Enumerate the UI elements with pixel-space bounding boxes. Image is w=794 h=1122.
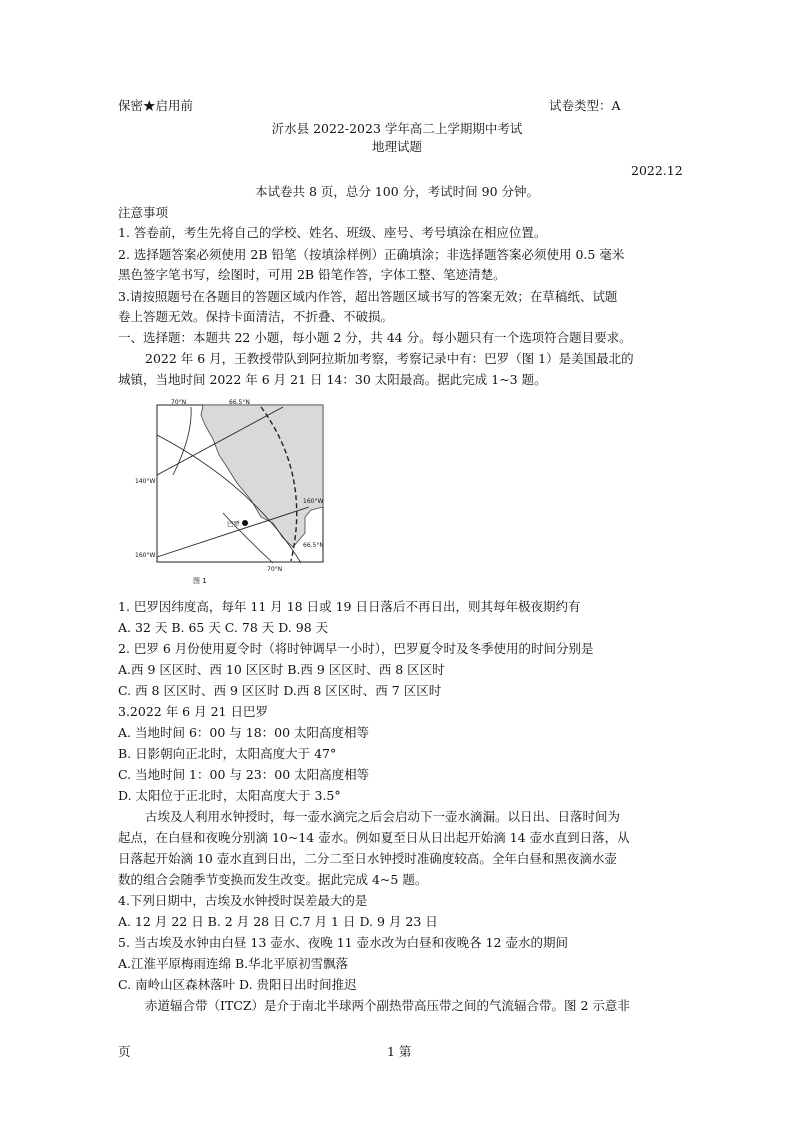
note-line: 1. 答卷前，考生先将自己的学校、姓名、班级、座号、考号填涂在相应位置。 <box>118 225 547 240</box>
figure-caption: 图 1 <box>193 577 207 585</box>
secret-label: 保密★启用前 <box>118 98 194 113</box>
question-line: C. 当地时间 1：00 与 23：00 太阳高度相等 <box>118 767 370 782</box>
figure-1-map <box>133 395 325 590</box>
notes-heading: 注意事项 <box>118 205 169 220</box>
map-label: 66.5°N <box>229 399 250 406</box>
map-label: 66.5°N <box>303 542 324 549</box>
map-label: 160°W <box>303 498 324 505</box>
note-line: 卷上答题无效。保持卡面清洁，不折叠、不破损。 <box>118 309 394 324</box>
map-label-city: 巴罗 <box>227 520 240 528</box>
question-line: A.西 9 区区时、西 10 区区时 B.西 9 区区时、西 8 区区时 <box>118 662 445 677</box>
footer-left: 页 <box>118 1044 131 1059</box>
intro-paragraph-line: 古埃及人利用水钟授时，每一壶水滴完之后会启动下一壶水滴漏。以日出、日落时间为 <box>145 809 621 824</box>
intro-paragraph-line: 赤道辐合带（ITCZ）是介于南北半球两个副热带高压带之间的气流辐合带。图 2 示意非 <box>145 998 630 1013</box>
question-line: 2. 巴罗 6 月份使用夏令时（将时钟调早一小时），巴罗夏令时及冬季使用的时间分别是 <box>118 641 594 656</box>
question-line: B. 日影朝向正北时，太阳高度大于 47° <box>118 746 337 761</box>
map-label: 140°W <box>135 478 156 485</box>
paper-type-label: 试卷类型：A <box>549 98 621 113</box>
section-heading: 一、选择题：本题共 22 小题，每小题 2 分，共 44 分。每小题只有一个选项符合题目要求。 <box>118 330 632 345</box>
exam-title: 沂水县 2022-2023 学年高二上学期期中考试 <box>271 121 523 136</box>
map-label: 70°N <box>267 566 283 573</box>
question-line: 4.下列日期中，古埃及水钟授时误差最大的是 <box>118 893 368 908</box>
map-label: 160°W <box>135 552 156 559</box>
intro-paragraph-line: 2022 年 6 月，王教授带队到阿拉斯加考察，考察记录中有：巴罗（图 1）是美国最北的 <box>145 351 634 366</box>
subject-title: 地理试题 <box>371 139 422 154</box>
question-line: C. 西 8 区区时、西 9 区区时 D.西 8 区区时、西 7 区区时 <box>118 683 442 698</box>
map-label: 70°N <box>171 399 187 406</box>
question-line: A. 当地时间 6：00 与 18：00 太阳高度相等 <box>118 725 370 740</box>
note-line: 黑色签字笔书写，绘图时，可用 2B 铅笔作答，字体工整、笔迹清楚。 <box>118 267 506 282</box>
note-line: 2. 选择题答案必须使用 2B 铅笔（按填涂样例）正确填涂；非选择题答案必须使用 0.5 毫米 <box>118 247 625 262</box>
question-line: A. 32 天 B. 65 天 C. 78 天 D. 98 天 <box>118 620 329 635</box>
question-line: A.江淮平原梅雨连绵 B.华北平原初雪飘落 <box>118 956 349 971</box>
question-line: 1. 巴罗因纬度高，每年 11 月 18 日或 19 日日落后不再日出，则其每年极夜期约有 <box>118 599 581 614</box>
intro-paragraph-line: 城镇，当地时间 2022 年 6 月 21 日 14：30 太阳最高。据此完成 1~3 题。 <box>118 372 547 387</box>
note-line: 3.请按照题号在各题目的答题区域内作答，超出答题区域书写的答案无效；在草稿纸、试题 <box>118 289 618 304</box>
question-line: 5. 当古埃及水钟由白昼 13 壶水、夜晚 11 壶水改为白昼和夜晚各 12 壶水的期间 <box>118 935 568 950</box>
question-line: D. 太阳位于正北时，太阳高度大于 3.5° <box>118 788 341 803</box>
question-line: A. 12 月 22 日 B. 2 月 28 日 C.7 月 1 日 D. 9 月 23 日 <box>118 914 438 929</box>
intro-paragraph-line: 起点，在白昼和夜晚分别滴 10~14 壶水。例如夏至日从日出起开始滴 14 壶水直到日落，从 <box>118 830 630 845</box>
question-line: 3.2022 年 6 月 21 日巴罗 <box>118 704 268 719</box>
intro-paragraph-line: 数的组合会随季节变换而发生改变。据此完成 4~5 题。 <box>118 872 428 887</box>
footer-page-number: 1 第 <box>387 1044 412 1059</box>
question-line: C. 南岭山区森林落叶 D. 贵阳日出时间推迟 <box>118 977 357 992</box>
barrow-marker <box>242 520 248 526</box>
intro-paragraph-line: 日落起开始滴 10 壶水直到日出，二分二至日水钟授时准确度较高。全年白昼和黑夜滴水壶 <box>118 851 617 866</box>
exam-date: 2022.12 <box>631 163 683 178</box>
exam-summary: 本试卷共 8 页，总分 100 分，考试时间 90 分钟。 <box>254 184 540 199</box>
